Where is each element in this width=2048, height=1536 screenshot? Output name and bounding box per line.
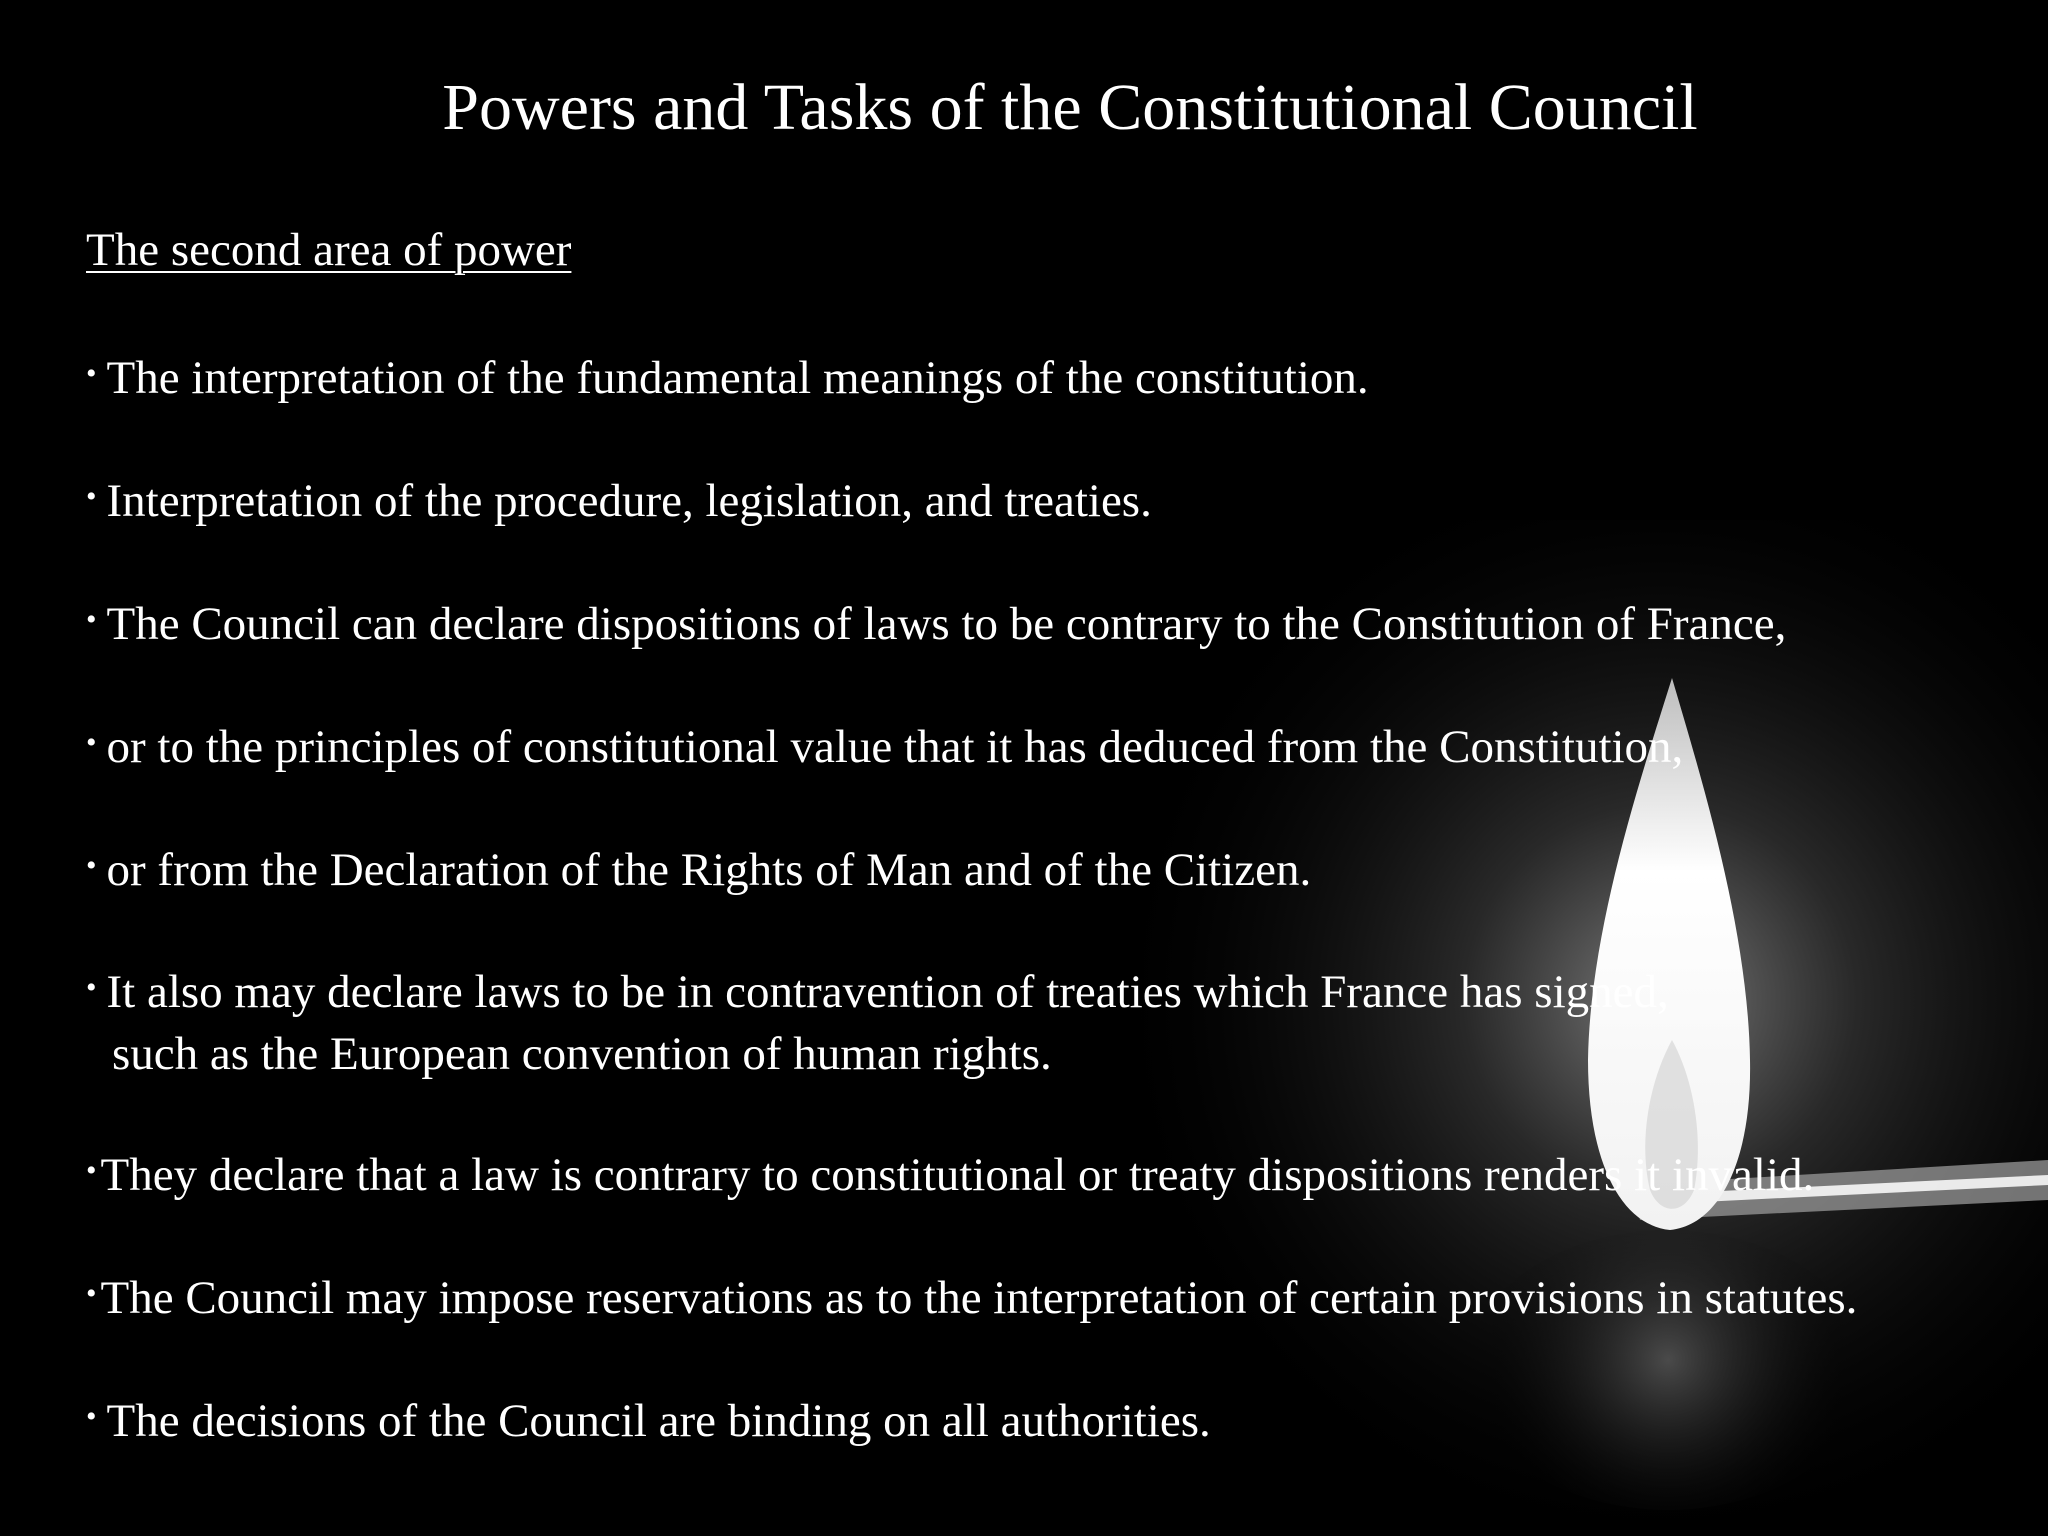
bullet-item	[86, 712, 1683, 778]
bullet-item	[86, 343, 1369, 409]
bullet-text: or from the Declaration of the Rights of Man and of the Citizen.	[106, 844, 1312, 896]
bullet-item	[86, 957, 1669, 1085]
bullet-text: It also may declare laws to be in contravention of treaties which France has signed,	[106, 966, 1669, 1018]
bullet-item	[86, 1386, 1211, 1452]
bullet-text: or to the principles of constitutional value that it has deduced from the Constitution,	[106, 721, 1684, 773]
bullet-marker: •	[86, 849, 97, 882]
bullet-text: The interpretation of the fundamental meanings of the constitution.	[106, 352, 1369, 404]
bullet-item	[86, 466, 1152, 532]
bullet-item	[86, 835, 1311, 901]
bullet-marker: •	[86, 1277, 97, 1310]
bullet-item	[86, 589, 1786, 655]
slide-title: Powers and Tasks of the Constitutional Council	[442, 71, 1698, 144]
bullet-continuation: such as the European convention of human rights.	[112, 1028, 1052, 1080]
bullet-text: They declare that a law is contrary to constitutional or treaty dispositions renders it invalid.	[100, 1149, 1815, 1201]
bullet-text: The Council can declare dispositions of laws to be contrary to the Constitution of France,	[106, 598, 1787, 650]
bullet-marker: •	[86, 480, 97, 513]
bullet-marker: •	[86, 357, 97, 390]
bullet-item	[86, 1263, 1857, 1329]
bullet-marker: •	[86, 1154, 97, 1187]
bullet-item	[86, 1140, 1814, 1206]
bullet-text: Interpretation of the procedure, legislation, and treaties.	[106, 475, 1152, 527]
bullet-marker: •	[86, 1400, 97, 1433]
bullet-text: The Council may impose reservations as to the interpretation of certain provisions in statutes.	[100, 1272, 1858, 1324]
bullet-marker: •	[86, 971, 97, 1004]
bullet-marker: •	[86, 603, 97, 636]
bullet-marker: •	[86, 726, 97, 759]
section-heading: The second area of power	[86, 224, 572, 276]
bullet-text: The decisions of the Council are binding on all authorities.	[106, 1395, 1211, 1447]
